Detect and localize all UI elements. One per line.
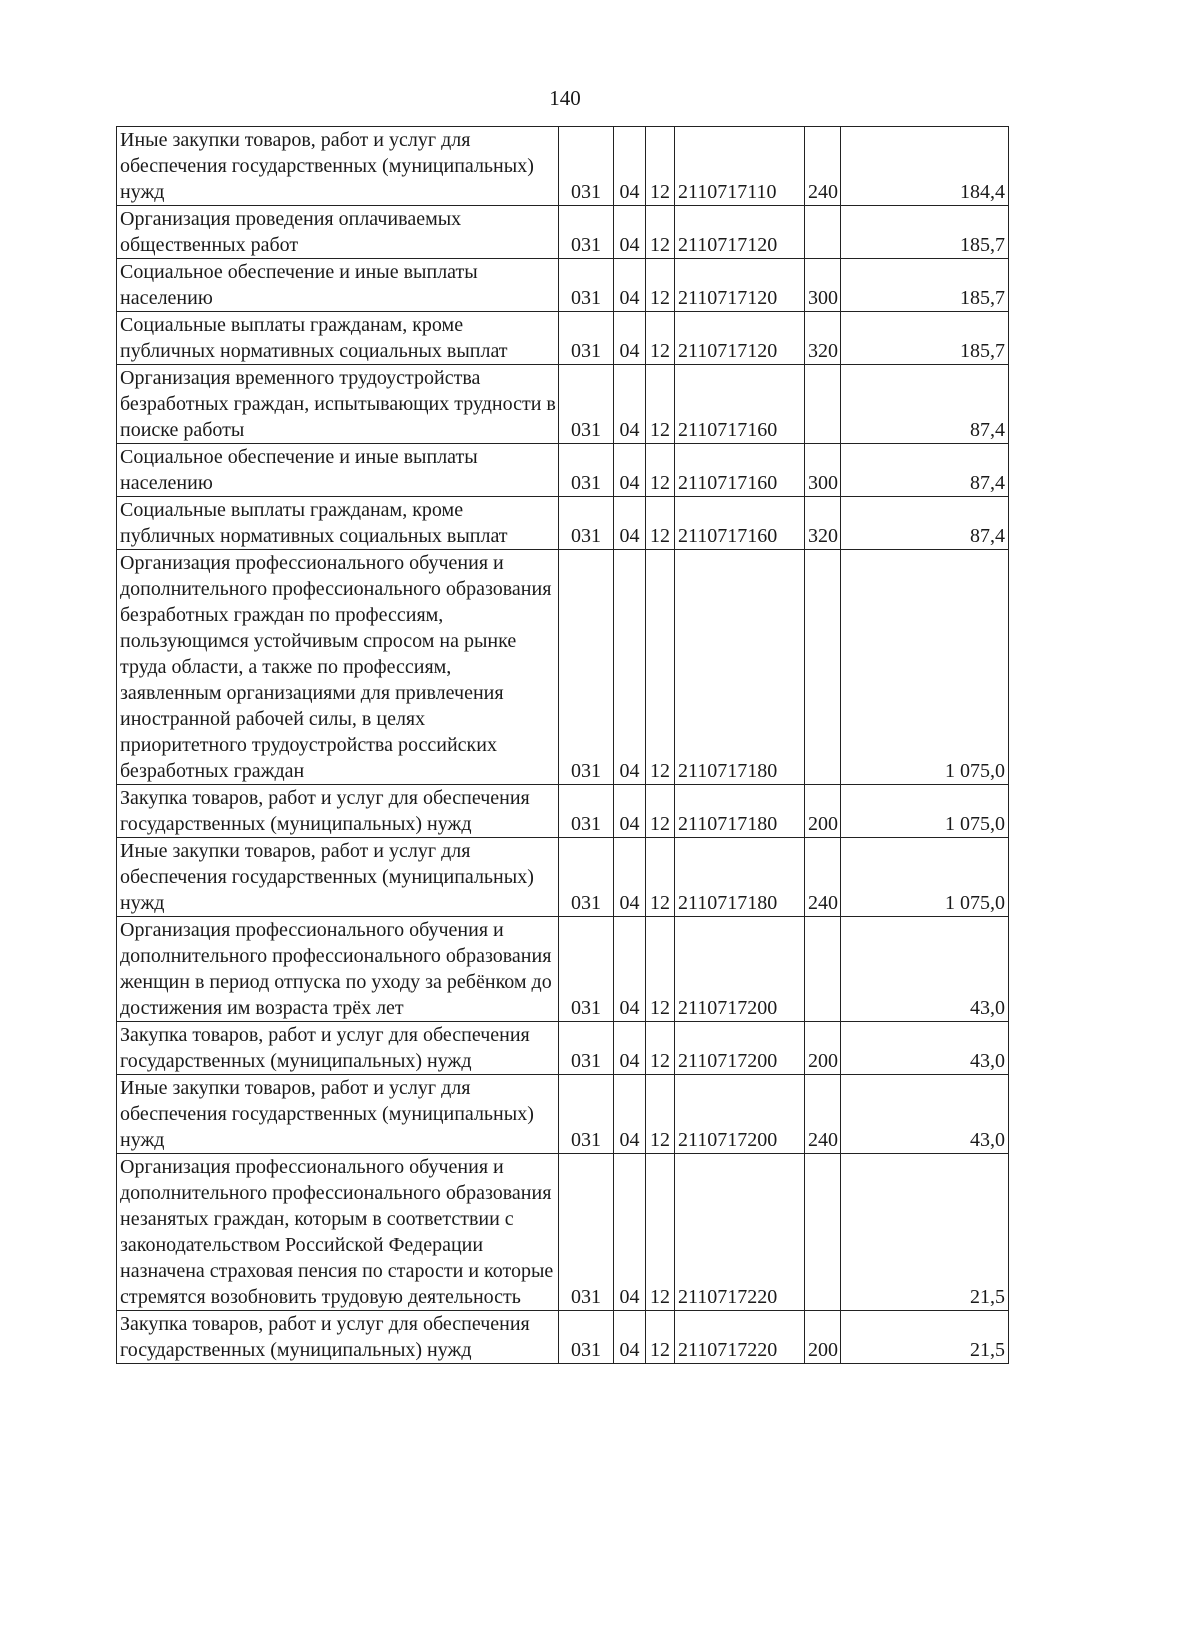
ministry-code-cell: 031 bbox=[559, 1022, 614, 1075]
ministry-code-cell: 031 bbox=[559, 1154, 614, 1311]
amount-cell: 185,7 bbox=[841, 312, 1009, 365]
amount-cell: 1 075,0 bbox=[841, 550, 1009, 785]
amount-cell: 87,4 bbox=[841, 365, 1009, 444]
section-code-cell: 04 bbox=[614, 550, 646, 785]
subsection-code-cell: 12 bbox=[646, 444, 675, 497]
expense-name-cell: Социальные выплаты гражданам, кроме публичных нормативных социальных выплат bbox=[117, 497, 559, 550]
amount-cell: 43,0 bbox=[841, 1022, 1009, 1075]
section-code-cell: 04 bbox=[614, 838, 646, 917]
expense-name-cell: Организация профессионального обучения и дополнительного профессионального образования незанятых граждан, которым в соответствии с законодательством Российской Федерации назначена страховая пенсия по старости и которые стремятся возобновить трудовую деятельность bbox=[117, 1154, 559, 1311]
table-row bbox=[117, 259, 1009, 312]
target-article-cell: 2110717120 bbox=[675, 312, 805, 365]
target-article-cell: 2110717110 bbox=[675, 127, 805, 206]
expense-kind-cell: 240 bbox=[805, 838, 841, 917]
section-code-cell: 04 bbox=[614, 206, 646, 259]
ministry-code-cell: 031 bbox=[559, 206, 614, 259]
ministry-code-cell: 031 bbox=[559, 785, 614, 838]
ministry-code-cell: 031 bbox=[559, 365, 614, 444]
target-article-cell: 2110717120 bbox=[675, 259, 805, 312]
amount-cell: 87,4 bbox=[841, 444, 1009, 497]
table-row bbox=[117, 365, 1009, 444]
amount-cell: 184,4 bbox=[841, 127, 1009, 206]
section-code-cell: 04 bbox=[614, 312, 646, 365]
section-code-cell: 04 bbox=[614, 1022, 646, 1075]
budget-table bbox=[116, 126, 1009, 1364]
target-article-cell: 2110717200 bbox=[675, 1022, 805, 1075]
subsection-code-cell: 12 bbox=[646, 259, 675, 312]
expense-kind-cell: 320 bbox=[805, 497, 841, 550]
section-code-cell: 04 bbox=[614, 1154, 646, 1311]
expense-name-cell: Организация профессионального обучения и дополнительного профессионального образования безработных граждан по профессиям, пользующимся устойчивым спросом на рынке труда области, а также по профессиям, заявленным организациями для привлечения иностранной рабочей силы, в целях приоритетного трудоустройства российских безработных граждан bbox=[117, 550, 559, 785]
section-code-cell: 04 bbox=[614, 127, 646, 206]
amount-cell: 185,7 bbox=[841, 259, 1009, 312]
amount-cell: 43,0 bbox=[841, 917, 1009, 1022]
expense-name-cell: Организация проведения оплачиваемых общественных работ bbox=[117, 206, 559, 259]
amount-cell: 43,0 bbox=[841, 1075, 1009, 1154]
amount-cell: 21,5 bbox=[841, 1311, 1009, 1364]
table-row bbox=[117, 838, 1009, 917]
table-row bbox=[117, 1154, 1009, 1311]
section-code-cell: 04 bbox=[614, 365, 646, 444]
table-row bbox=[117, 127, 1009, 206]
subsection-code-cell: 12 bbox=[646, 785, 675, 838]
subsection-code-cell: 12 bbox=[646, 1154, 675, 1311]
target-article-cell: 2110717160 bbox=[675, 444, 805, 497]
table-row bbox=[117, 785, 1009, 838]
target-article-cell: 2110717180 bbox=[675, 838, 805, 917]
expense-kind-cell: 300 bbox=[805, 444, 841, 497]
subsection-code-cell: 12 bbox=[646, 127, 675, 206]
target-article-cell: 2110717180 bbox=[675, 785, 805, 838]
table-row bbox=[117, 1311, 1009, 1364]
target-article-cell: 2110717180 bbox=[675, 550, 805, 785]
table-row bbox=[117, 444, 1009, 497]
expense-kind-cell bbox=[805, 1154, 841, 1311]
target-article-cell: 2110717200 bbox=[675, 917, 805, 1022]
section-code-cell: 04 bbox=[614, 917, 646, 1022]
ministry-code-cell: 031 bbox=[559, 917, 614, 1022]
amount-cell: 87,4 bbox=[841, 497, 1009, 550]
expense-name-cell: Социальные выплаты гражданам, кроме публичных нормативных социальных выплат bbox=[117, 312, 559, 365]
expense-kind-cell: 240 bbox=[805, 1075, 841, 1154]
amount-cell: 21,5 bbox=[841, 1154, 1009, 1311]
expense-kind-cell bbox=[805, 206, 841, 259]
table-row bbox=[117, 1022, 1009, 1075]
subsection-code-cell: 12 bbox=[646, 838, 675, 917]
target-article-cell: 2110717160 bbox=[675, 497, 805, 550]
expense-kind-cell: 200 bbox=[805, 1022, 841, 1075]
subsection-code-cell: 12 bbox=[646, 206, 675, 259]
table-row bbox=[117, 917, 1009, 1022]
section-code-cell: 04 bbox=[614, 785, 646, 838]
target-article-cell: 2110717200 bbox=[675, 1075, 805, 1154]
section-code-cell: 04 bbox=[614, 259, 646, 312]
expense-name-cell: Закупка товаров, работ и услуг для обеспечения государственных (муниципальных) нужд bbox=[117, 1311, 559, 1364]
table-row bbox=[117, 550, 1009, 785]
expense-name-cell: Социальное обеспечение и иные выплаты населению bbox=[117, 259, 559, 312]
ministry-code-cell: 031 bbox=[559, 259, 614, 312]
table-row bbox=[117, 1075, 1009, 1154]
subsection-code-cell: 12 bbox=[646, 917, 675, 1022]
expense-kind-cell: 240 bbox=[805, 127, 841, 206]
page-number: 140 bbox=[549, 86, 581, 110]
subsection-code-cell: 12 bbox=[646, 1022, 675, 1075]
expense-name-cell: Закупка товаров, работ и услуг для обеспечения государственных (муниципальных) нужд bbox=[117, 785, 559, 838]
expense-kind-cell bbox=[805, 550, 841, 785]
expense-kind-cell bbox=[805, 917, 841, 1022]
subsection-code-cell: 12 bbox=[646, 497, 675, 550]
subsection-code-cell: 12 bbox=[646, 1311, 675, 1364]
target-article-cell: 2110717120 bbox=[675, 206, 805, 259]
expense-kind-cell bbox=[805, 365, 841, 444]
table-row bbox=[117, 312, 1009, 365]
expense-name-cell: Организация временного трудоустройства безработных граждан, испытывающих трудности в поиске работы bbox=[117, 365, 559, 444]
expense-name-cell: Иные закупки товаров, работ и услуг для обеспечения государственных (муниципальных) нужд bbox=[117, 1075, 559, 1154]
ministry-code-cell: 031 bbox=[559, 1075, 614, 1154]
ministry-code-cell: 031 bbox=[559, 550, 614, 785]
expense-kind-cell: 200 bbox=[805, 785, 841, 838]
amount-cell: 1 075,0 bbox=[841, 785, 1009, 838]
subsection-code-cell: 12 bbox=[646, 365, 675, 444]
subsection-code-cell: 12 bbox=[646, 312, 675, 365]
table-row bbox=[117, 206, 1009, 259]
section-code-cell: 04 bbox=[614, 497, 646, 550]
subsection-code-cell: 12 bbox=[646, 550, 675, 785]
ministry-code-cell: 031 bbox=[559, 497, 614, 550]
amount-cell: 1 075,0 bbox=[841, 838, 1009, 917]
target-article-cell: 2110717160 bbox=[675, 365, 805, 444]
expense-name-cell: Иные закупки товаров, работ и услуг для обеспечения государственных (муниципальных) нужд bbox=[117, 838, 559, 917]
expense-name-cell: Организация профессионального обучения и дополнительного профессионального образования женщин в период отпуска по уходу за ребёнком до достижения им возраста трёх лет bbox=[117, 917, 559, 1022]
table-row bbox=[117, 497, 1009, 550]
expense-name-cell: Социальное обеспечение и иные выплаты населению bbox=[117, 444, 559, 497]
ministry-code-cell: 031 bbox=[559, 312, 614, 365]
expense-kind-cell: 200 bbox=[805, 1311, 841, 1364]
subsection-code-cell: 12 bbox=[646, 1075, 675, 1154]
target-article-cell: 2110717220 bbox=[675, 1154, 805, 1311]
ministry-code-cell: 031 bbox=[559, 444, 614, 497]
expense-kind-cell: 320 bbox=[805, 312, 841, 365]
expense-name-cell: Закупка товаров, работ и услуг для обеспечения государственных (муниципальных) нужд bbox=[117, 1022, 559, 1075]
target-article-cell: 2110717220 bbox=[675, 1311, 805, 1364]
expense-kind-cell: 300 bbox=[805, 259, 841, 312]
section-code-cell: 04 bbox=[614, 444, 646, 497]
ministry-code-cell: 031 bbox=[559, 1311, 614, 1364]
ministry-code-cell: 031 bbox=[559, 127, 614, 206]
section-code-cell: 04 bbox=[614, 1075, 646, 1154]
ministry-code-cell: 031 bbox=[559, 838, 614, 917]
expense-name-cell: Иные закупки товаров, работ и услуг для обеспечения государственных (муниципальных) нужд bbox=[117, 127, 559, 206]
amount-cell: 185,7 bbox=[841, 206, 1009, 259]
section-code-cell: 04 bbox=[614, 1311, 646, 1364]
